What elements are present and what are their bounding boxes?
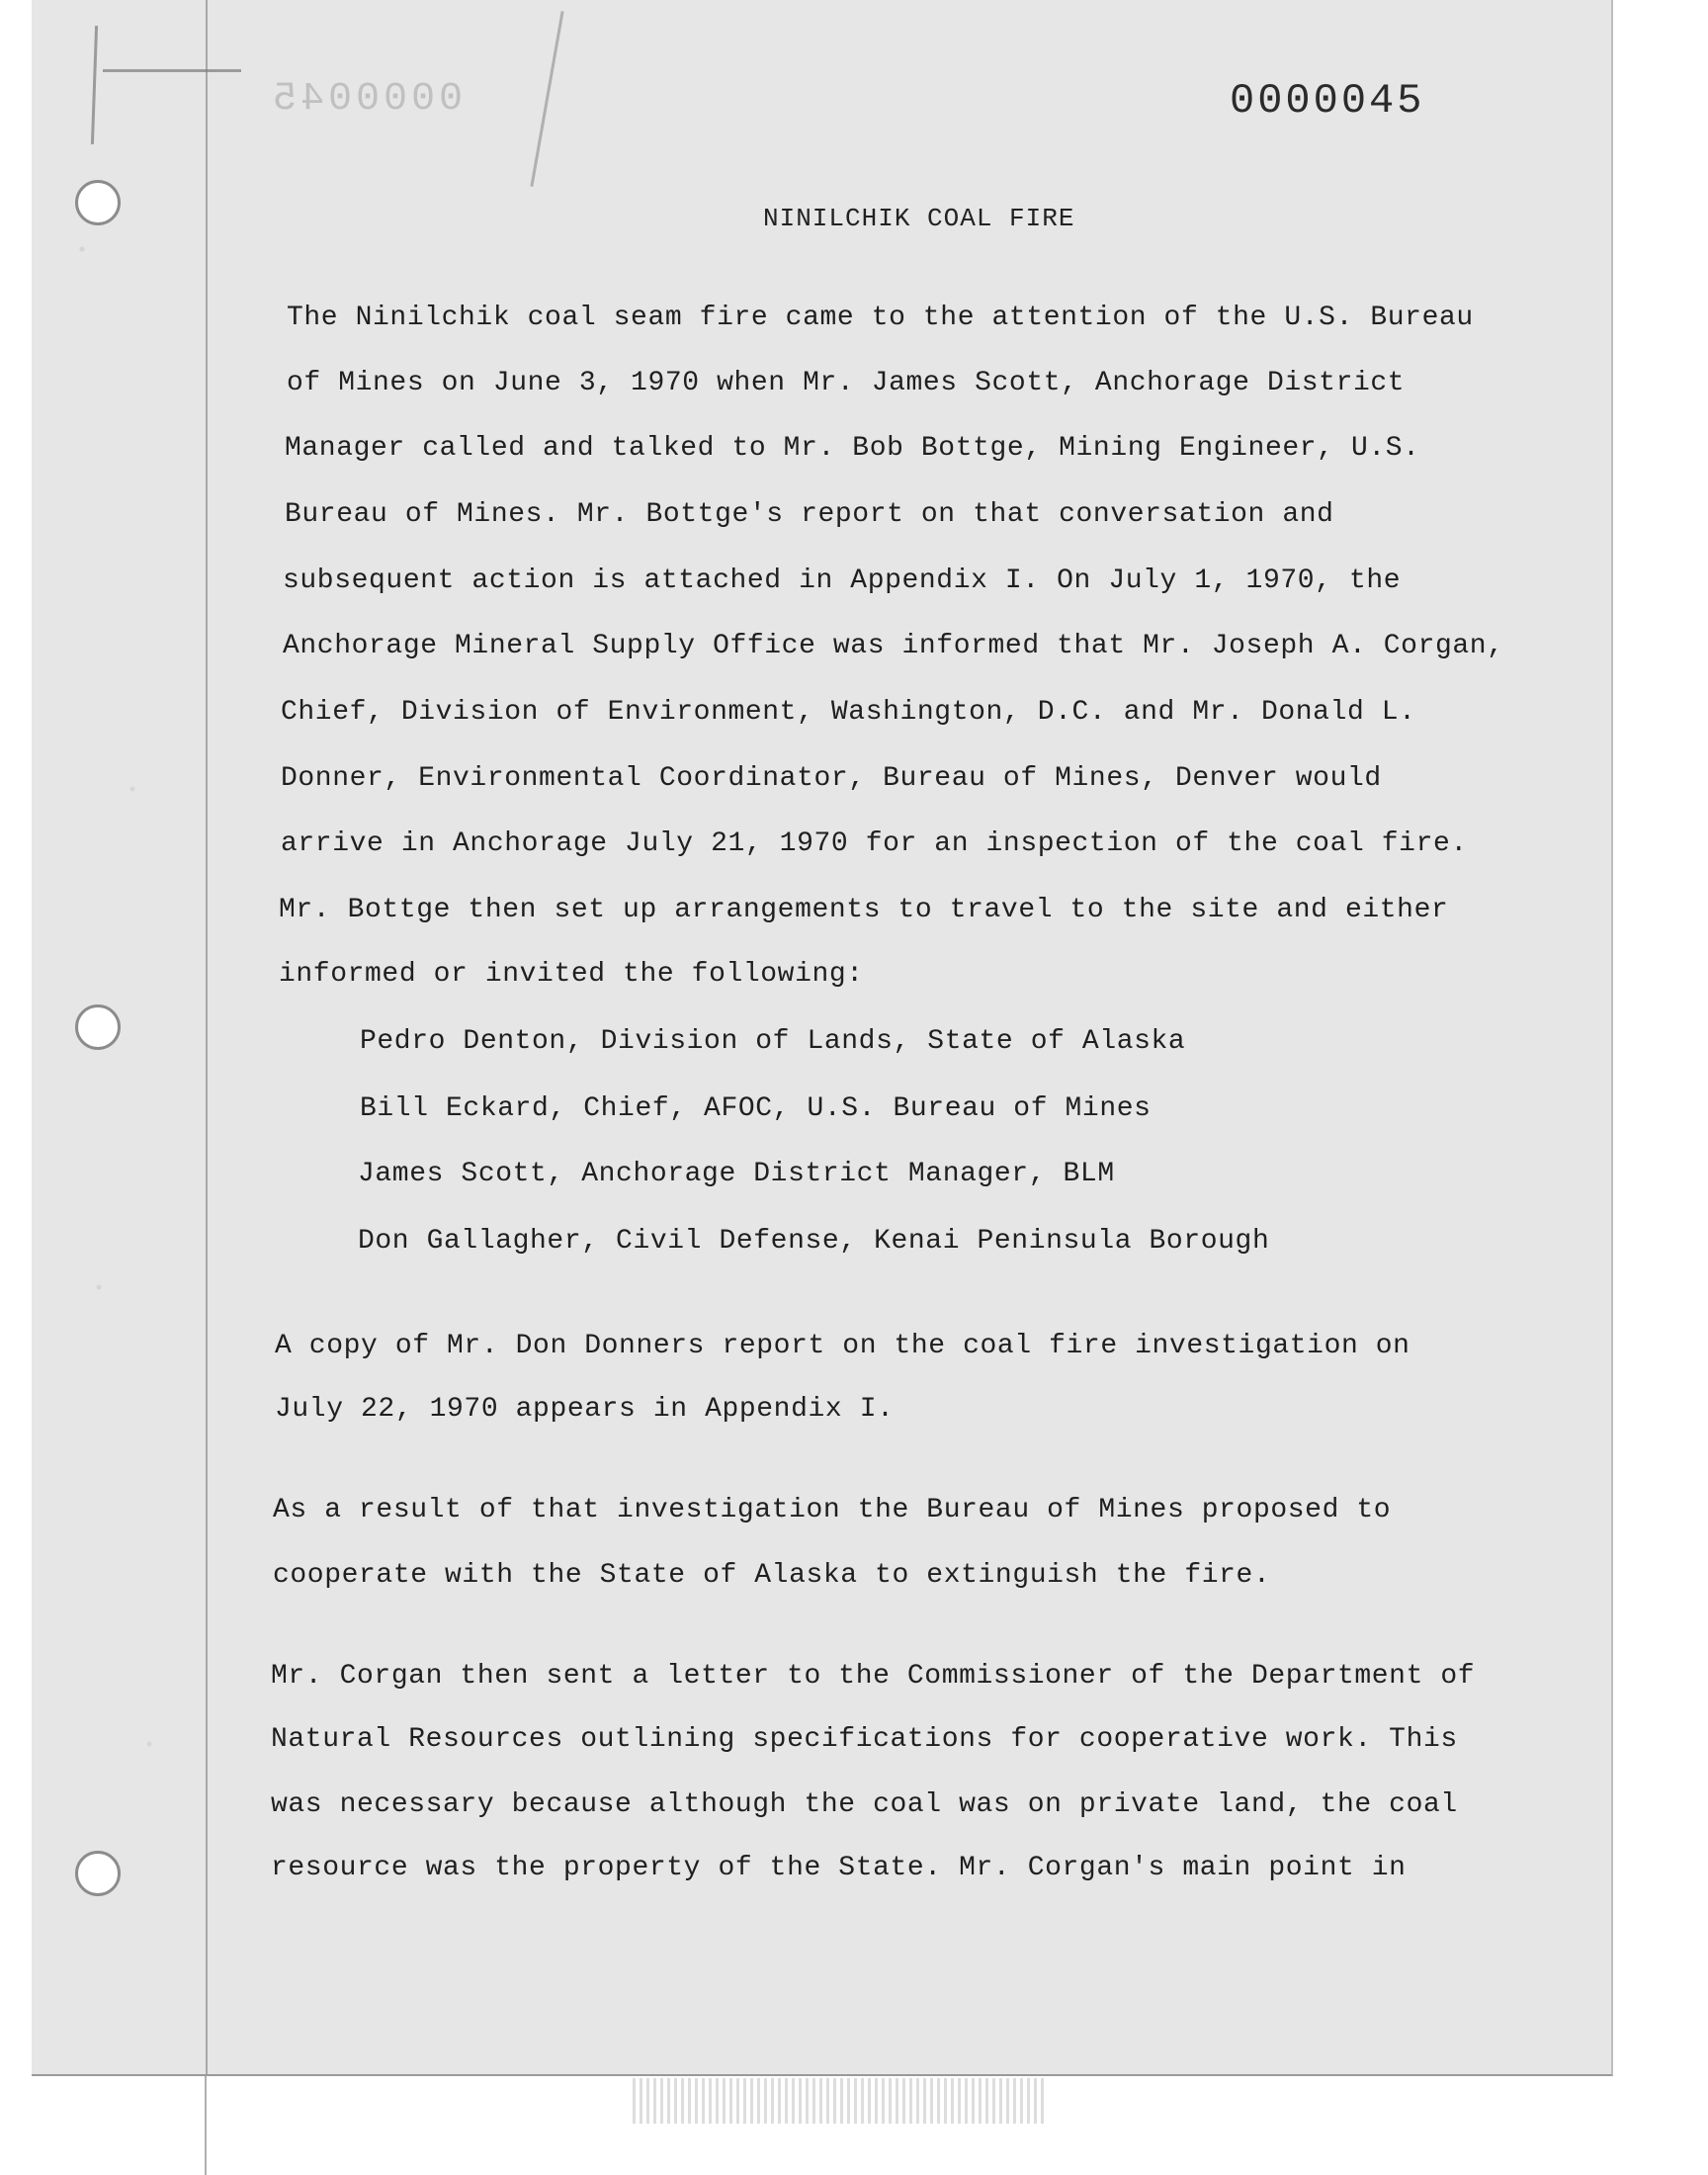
list-item: Don Gallagher, Civil Defense, Kenai Peninsula Borough bbox=[358, 1226, 1270, 1257]
text-line: resource was the property of the State. Mr. Corgan's main point in bbox=[271, 1853, 1407, 1883]
punch-hole-middle bbox=[75, 1004, 121, 1050]
text-line: Manager called and talked to Mr. Bob Bottge, Mining Engineer, U.S. bbox=[285, 433, 1420, 464]
page-number: 0000045 bbox=[1230, 77, 1425, 125]
text-line: Mr. Bottge then set up arrangements to travel to the site and either bbox=[279, 895, 1449, 925]
text-line: Chief, Division of Environment, Washington, D.C. and Mr. Donald L. bbox=[281, 697, 1416, 728]
text-line: of Mines on June 3, 1970 when Mr. James Scott, Anchorage District bbox=[287, 368, 1406, 398]
scan-artifact bbox=[633, 2078, 1048, 2124]
text-line: Mr. Corgan then sent a letter to the Commissioner of the Department of bbox=[271, 1661, 1476, 1692]
margin-rule bbox=[206, 0, 208, 2076]
text-line: arrive in Anchorage July 21, 1970 for an inspection of the coal fire. bbox=[281, 828, 1468, 859]
list-item: Pedro Denton, Division of Lands, State of Alaska bbox=[360, 1026, 1186, 1057]
text-line: subsequent action is attached in Appendix I. On July 1, 1970, the bbox=[283, 566, 1402, 596]
text-line: Bureau of Mines. Mr. Bottge's report on that conversation and bbox=[285, 499, 1334, 530]
text-line: July 22, 1970 appears in Appendix I. bbox=[275, 1394, 895, 1425]
text-line: As a result of that investigation the Bureau of Mines proposed to bbox=[273, 1495, 1392, 1525]
text-line: A copy of Mr. Don Donners report on the coal fire investigation on bbox=[275, 1331, 1410, 1361]
punch-hole-bottom bbox=[75, 1851, 121, 1896]
text-line: Natural Resources outlining specifications for cooperative work. This bbox=[271, 1724, 1458, 1755]
page-title: NINILCHIK COAL FIRE bbox=[763, 204, 1075, 233]
list-item: James Scott, Anchorage District Manager, BLM bbox=[358, 1159, 1115, 1189]
text-line: was necessary because although the coal was on private land, the coal bbox=[271, 1789, 1458, 1820]
pen-stroke bbox=[530, 11, 563, 187]
margin-mark-horizontal bbox=[103, 69, 241, 72]
list-item: Bill Eckard, Chief, AFOC, U.S. Bureau of Mines bbox=[360, 1093, 1152, 1124]
text-line: informed or invited the following: bbox=[279, 959, 864, 990]
bleed-through-stamp: 0000045 bbox=[269, 77, 464, 122]
text-line: cooperate with the State of Alaska to extinguish the fire. bbox=[273, 1560, 1271, 1591]
page-edge-rule bbox=[205, 2076, 207, 2175]
document-page bbox=[32, 0, 1613, 2076]
text-line: Donner, Environmental Coordinator, Bureau of Mines, Denver would bbox=[281, 763, 1382, 794]
text-line: The Ninilchik coal seam fire came to the attention of the U.S. Bureau bbox=[287, 303, 1474, 333]
text-line: Anchorage Mineral Supply Office was informed that Mr. Joseph A. Corgan, bbox=[283, 631, 1504, 661]
punch-hole-top bbox=[75, 180, 121, 225]
